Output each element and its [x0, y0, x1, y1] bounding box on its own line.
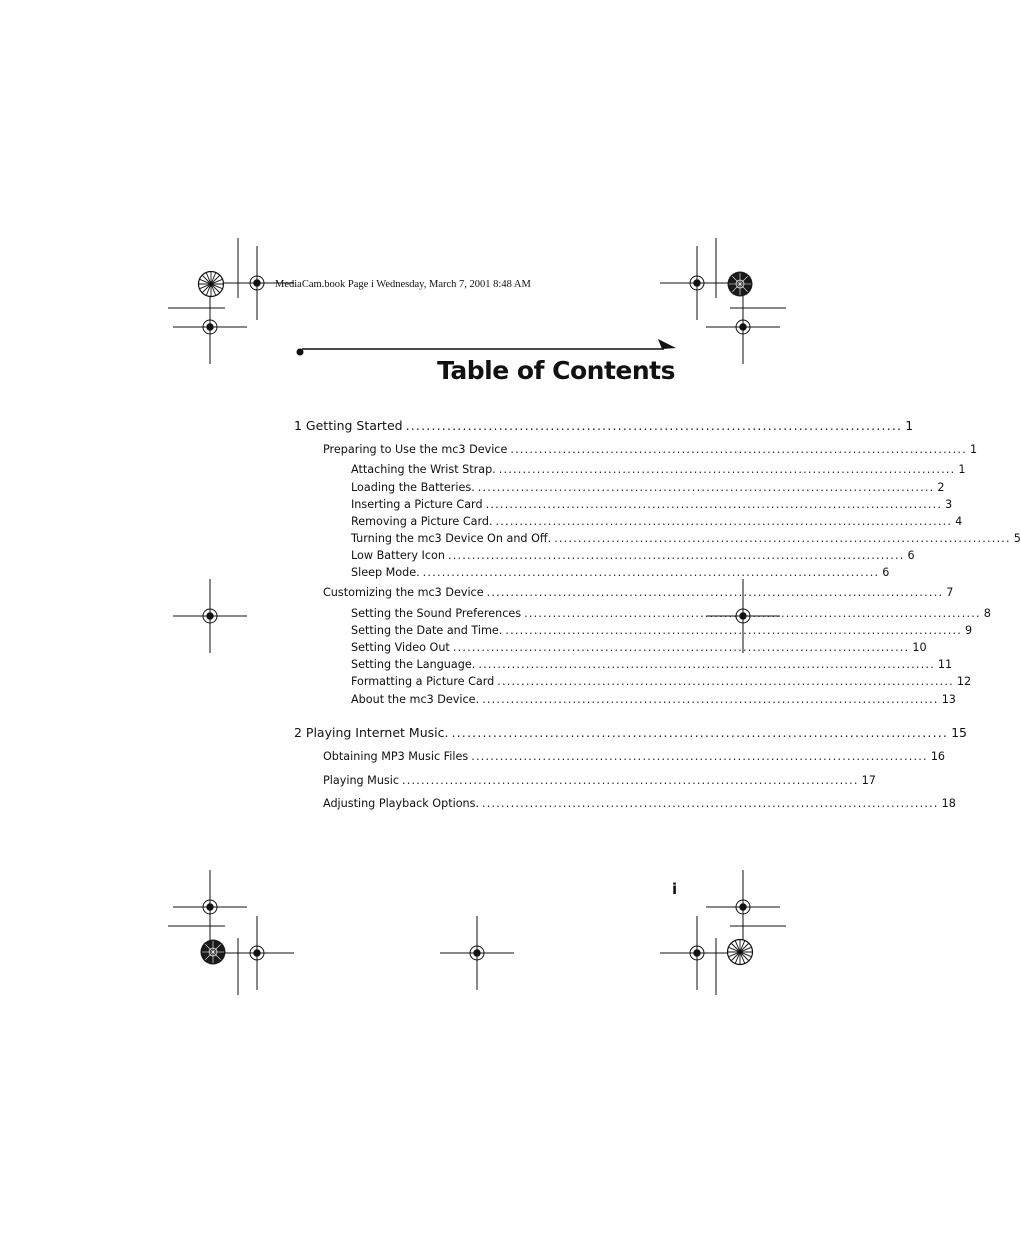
registration-mark-icon	[173, 290, 247, 364]
toc-subsection[interactable]	[351, 515, 963, 528]
toc-leader: ................................................................................................	[524, 607, 981, 620]
toc-page: 15	[951, 725, 968, 740]
toc-label: Setting Video Out	[351, 641, 450, 654]
toc-label: Customizing the mc3 Device	[323, 586, 484, 599]
toc-leader: ................................................................................................	[471, 750, 928, 763]
registration-mark-icon	[173, 870, 247, 944]
toc-label: Formatting a Picture Card	[351, 675, 495, 688]
toc-label: Turning the mc3 Device On and Off.	[351, 532, 552, 545]
toc-leader: ................................................................................................	[482, 797, 939, 810]
toc-leader: ................................................................................................	[495, 515, 953, 528]
toc-section[interactable]	[323, 774, 876, 787]
toc-subsection[interactable]	[351, 641, 927, 654]
toc-label: Obtaining MP3 Music Files	[323, 750, 469, 763]
toc-chapter-2[interactable]	[294, 725, 968, 740]
toc-leader: ................................................................................................	[554, 532, 1011, 545]
toc-label: Playing Music	[323, 774, 400, 787]
print-info-header: MediaCam.book Page i Wednesday, March 7, 2001 8:48 AM	[275, 279, 531, 290]
toc-subsection[interactable]	[351, 463, 966, 476]
star-target-icon	[201, 940, 226, 965]
title-rule	[297, 339, 677, 356]
toc-label: Adjusting Playback Options.	[323, 797, 480, 810]
toc-leader: ................................................................................................	[482, 693, 939, 706]
toc-page: 12	[956, 675, 972, 688]
toc-leader: ................................................................................................	[485, 498, 943, 511]
toc-leader: ................................................................................................	[498, 463, 956, 476]
toc-label: Setting the Date and Time.	[351, 624, 503, 637]
toc-leader: ................................................................................................	[452, 641, 910, 654]
toc-subsection[interactable]	[351, 607, 991, 620]
page-title: Table of Contents	[437, 356, 675, 385]
toc-subsection[interactable]	[351, 481, 945, 494]
registration-mark-icon	[706, 870, 780, 944]
toc-label: Sleep Mode.	[351, 566, 420, 579]
toc-leader: ................................................................................................	[477, 481, 935, 494]
toc-leader: ................................................................................................	[447, 549, 905, 562]
toc-label: Preparing to Use the mc3 Device	[323, 443, 508, 456]
toc-label: Removing a Picture Card.	[351, 515, 493, 528]
toc-leader: ................................................................................................	[402, 774, 859, 787]
toc-page: 9	[964, 624, 973, 637]
toc-label: Inserting a Picture Card	[351, 498, 483, 511]
toc-leader: ................................................................................................	[486, 586, 944, 599]
toc-leader: ................................................................................................	[510, 443, 967, 456]
registration-mark-icon	[440, 916, 514, 990]
toc-leader: ................................................................................................	[451, 725, 949, 740]
toc-page: 11	[937, 658, 953, 671]
toc-leader: ................................................................................................	[505, 624, 962, 637]
toc-page: 10	[912, 641, 927, 654]
toc-label: Low Battery Icon	[351, 549, 445, 562]
toc-page: 7	[946, 586, 954, 599]
star-target-icon	[728, 940, 753, 965]
toc-label: 2 Playing Internet Music.	[294, 725, 449, 740]
registration-mark-icon	[660, 916, 734, 990]
page-number: i	[672, 880, 678, 898]
toc-label: About the mc3 Device.	[351, 693, 480, 706]
toc-section[interactable]	[323, 443, 978, 456]
registration-mark-icon	[706, 290, 780, 364]
toc-label: 1 Getting Started	[294, 418, 403, 433]
toc-leader: ................................................................................................	[497, 675, 954, 688]
star-target-icon	[199, 272, 224, 297]
toc-subsection[interactable]	[351, 675, 972, 688]
toc-page: 5	[1013, 532, 1021, 545]
toc-subsection[interactable]	[351, 624, 973, 637]
toc-page: 6	[882, 566, 890, 579]
registration-mark-icon	[660, 246, 734, 320]
toc-page: 4	[955, 515, 963, 528]
toc-page: 13	[941, 693, 956, 706]
registration-mark-icon	[220, 916, 294, 990]
toc-label: Setting the Language.	[351, 658, 476, 671]
toc-leader: ................................................................................................	[478, 658, 935, 671]
toc-subsection[interactable]	[351, 549, 915, 562]
toc-subsection[interactable]	[351, 693, 956, 706]
toc-page: 3	[945, 498, 953, 511]
toc-subsection[interactable]	[351, 532, 1021, 545]
toc-section[interactable]	[323, 750, 946, 763]
toc-leader: ................................................................................................	[405, 418, 903, 433]
toc-page: 2	[937, 481, 945, 494]
toc-page: 1	[905, 418, 914, 433]
toc-subsection[interactable]	[351, 498, 953, 511]
toc-page: 18	[941, 797, 956, 810]
toc-section[interactable]	[323, 797, 956, 810]
toc-page: 16	[930, 750, 946, 763]
registration-mark-icon	[173, 579, 247, 653]
toc-label: Loading the Batteries.	[351, 481, 475, 494]
toc-label: Attaching the Wrist Strap.	[351, 463, 496, 476]
toc-subsection[interactable]	[351, 566, 890, 579]
toc-page: 1	[969, 443, 978, 456]
toc-label: Setting the Sound Preferences	[351, 607, 522, 620]
toc-page: 6	[907, 549, 915, 562]
toc-page: 17	[861, 774, 876, 787]
toc-subsection[interactable]	[351, 658, 953, 671]
toc-page: 1	[958, 463, 966, 476]
toc-leader: ................................................................................................	[422, 566, 880, 579]
toc-chapter-1[interactable]	[294, 418, 914, 433]
star-target-icon	[728, 272, 753, 297]
toc-page: 8	[983, 607, 991, 620]
toc-section[interactable]	[323, 586, 954, 599]
